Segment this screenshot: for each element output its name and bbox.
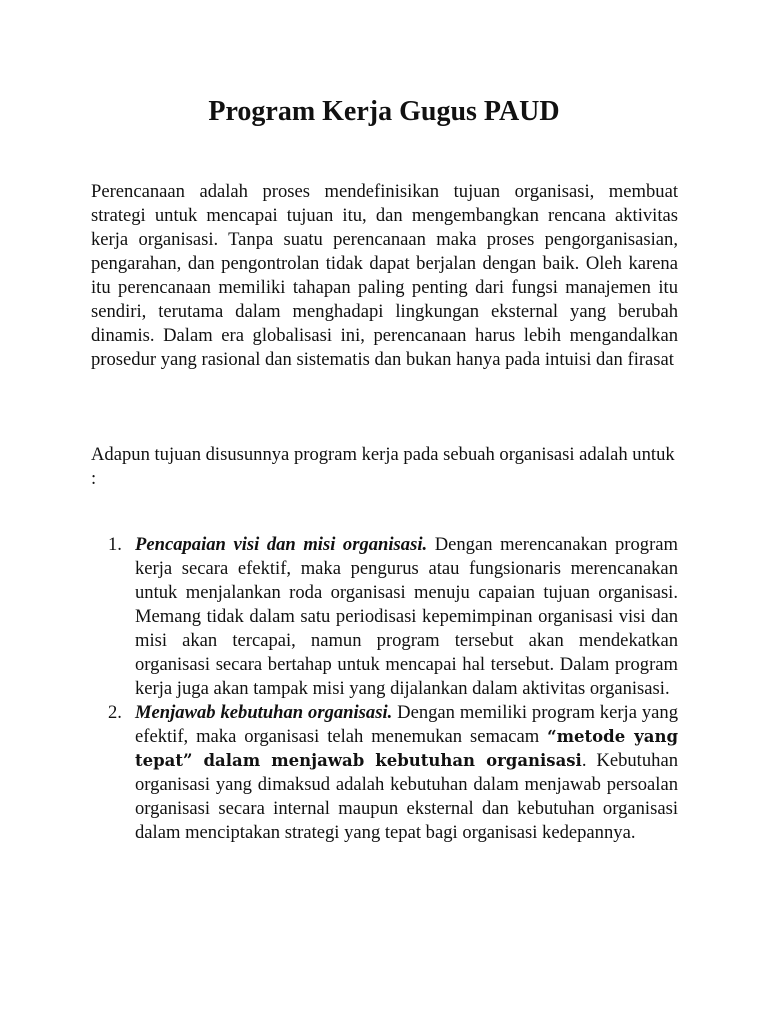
list-item-lead: Pencapaian visi dan misi organisasi. bbox=[135, 534, 428, 555]
page-title: Program Kerja Gugus PAUD bbox=[208, 96, 560, 127]
list-item-text: Dengan merencanakan program kerja secara efektif, maka pengurus atau fungsionaris merencanakan untuk menjalankan roda organisasi menuju capaian tujuan organisasi. Memang tidak dalam satu periodisasi kepemimpinan organisasi visi dan misi akan tercapai, namun program tersebut akan mendekatkan organisasi secara bertahap untuk mencapai hal tersebut. Dalam program kerja juga akan tampak misi yang dijalankan dalam aktivitas organisasi. bbox=[135, 534, 678, 699]
purpose-paragraph: Adapun tujuan disusunnya program kerja pada sebuah organisasi adalah untuk : bbox=[91, 444, 675, 489]
list-item-emphasis: “metode yang tepat” dalam menjawab kebutuhan organisasi bbox=[135, 727, 678, 770]
list-item-lead: Menjawab kebutuhan organisasi. bbox=[135, 702, 393, 723]
list-item bbox=[108, 533, 678, 701]
list-item-text: Dengan memiliki program kerja yang efektif, maka organisasi telah menemukan semacam bbox=[135, 702, 678, 747]
list-item bbox=[108, 701, 678, 845]
list-number: 1. bbox=[108, 534, 122, 555]
list-number: 2. bbox=[108, 702, 122, 723]
purpose-list bbox=[108, 533, 678, 845]
list-item-text-end: . Kebutuhan organisasi yang dimaksud adalah kebutuhan dalam menjawab persoalan organisasi secara internal maupun eksternal dan kebutuhan organisasi dalam menciptakan strategi yang tepat bagi organisasi kedepannya. bbox=[135, 750, 678, 843]
intro-paragraph: Perencanaan adalah proses mendefinisikan tujuan organisasi, membuat strategi untuk mencapai tujuan itu, dan mengembangkan rencana aktivitas kerja organisasi. Tanpa suatu perencanaan maka proses pengorganisasian, pengarahan, dan pengontrolan tidak dapat berjalan dengan baik. Oleh karena itu perencanaan memiliki tahapan paling penting dari fungsi manajemen itu sendiri, terutama dalam menghadapi lingkungan eksternal yang berubah dinamis. Dalam era globalisasi ini, perencanaan harus lebih mengandalkan prosedur yang rasional dan sistematis dan bukan hanya pada intuisi dan firasat bbox=[91, 181, 678, 370]
